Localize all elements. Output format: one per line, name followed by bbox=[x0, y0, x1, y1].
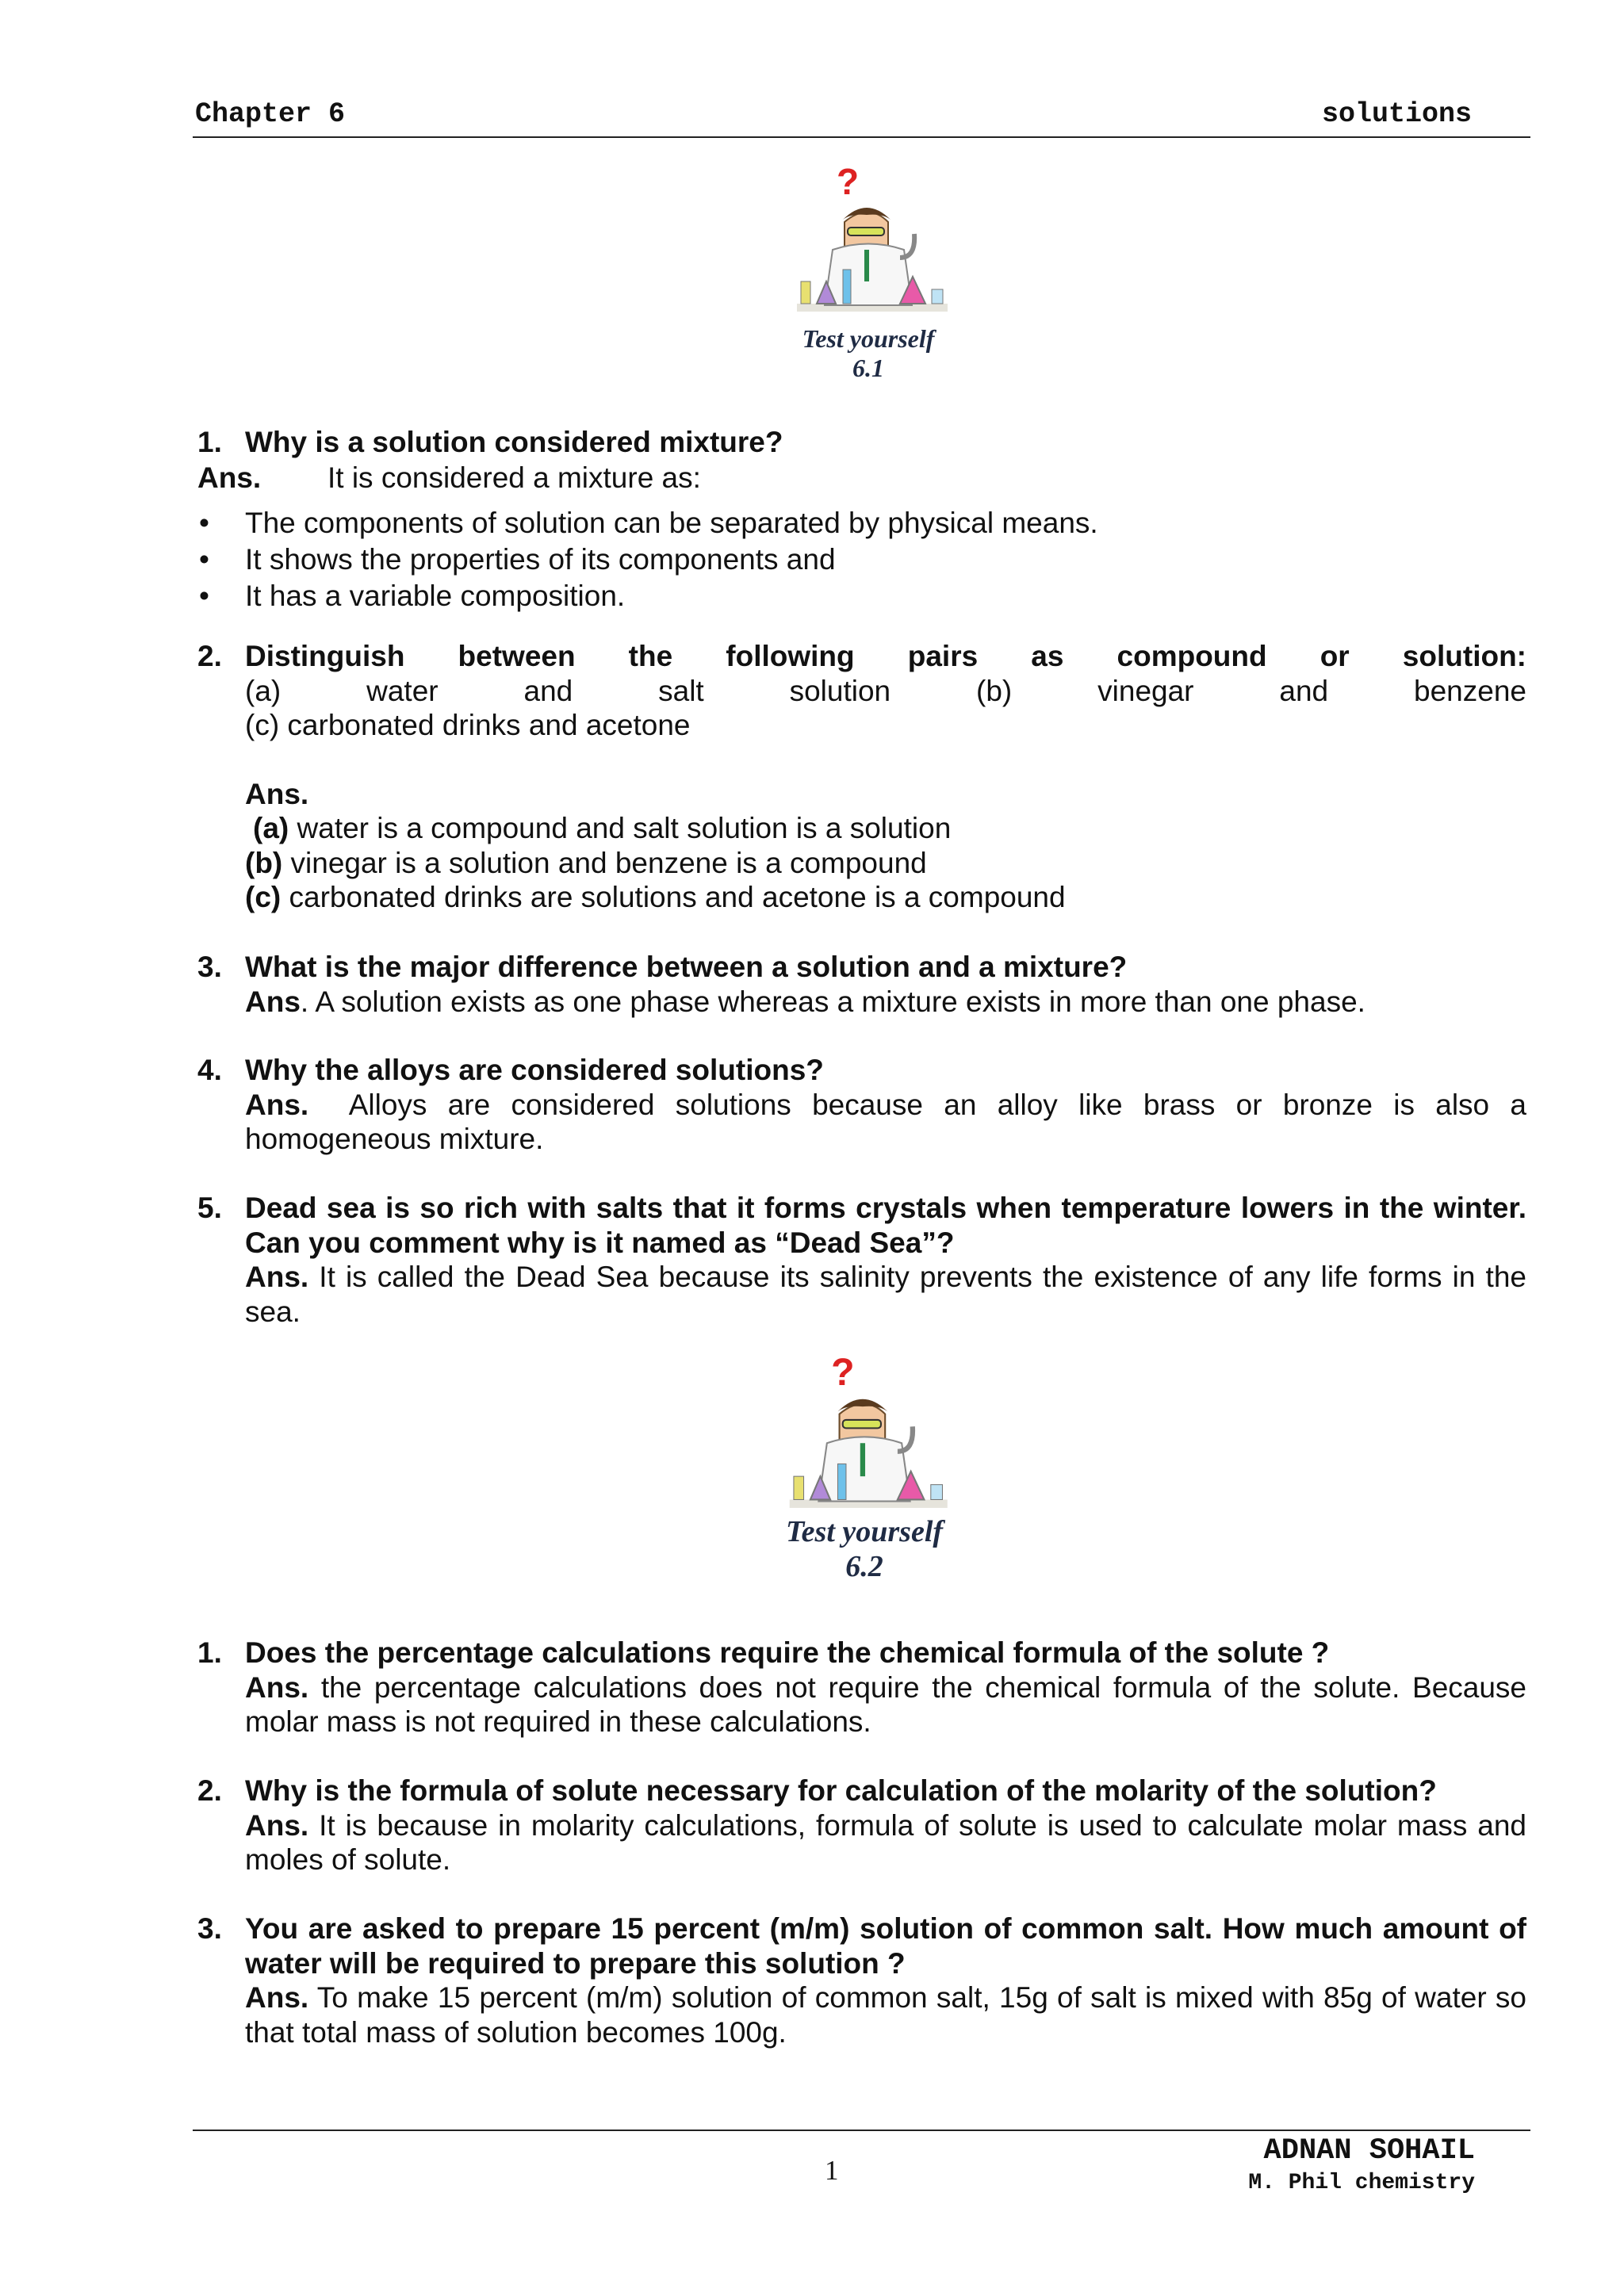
author-name: ADNAN SOHAIL bbox=[1263, 2134, 1475, 2168]
page-number: 1 bbox=[825, 2155, 839, 2186]
answer-text: It is considered a mixture as: bbox=[327, 461, 701, 494]
footer-divider bbox=[193, 2130, 1530, 2131]
answer-text: Alloys are considered solutions because an alloy like brass or bronze is also a homogeneous mixture. bbox=[245, 1088, 1526, 1155]
question-number: 4. bbox=[197, 1054, 222, 1086]
test-yourself-figure-1 bbox=[765, 163, 971, 383]
answer-label: Ans. bbox=[245, 1088, 309, 1121]
answer-item-text: vinegar is a solution and benzene is a compound bbox=[290, 846, 927, 879]
question-text: Why the alloys are considered solutions? bbox=[245, 1054, 824, 1086]
question-text: Dead sea is so rich with salts that it forms crystals when temperature lowers in the winter. Can you comment why is it named as “Dead Sea”? bbox=[245, 1192, 1526, 1259]
figure-2-number: 6.2 bbox=[845, 1549, 883, 1583]
answer-item-label: (c) bbox=[245, 881, 282, 913]
answer-item-label: (a) bbox=[253, 812, 289, 844]
pair-list-line-1: (a) water and salt solution (b) vinegar and benzene bbox=[245, 674, 1526, 707]
question-text: Distinguish between the following pairs as compound or solution: bbox=[245, 640, 1526, 672]
question-1-3 bbox=[197, 950, 1526, 1019]
author-block bbox=[1248, 2134, 1475, 2195]
list-item: • It shows the properties of its components and bbox=[245, 541, 1434, 578]
page-header bbox=[193, 94, 1530, 138]
answer-bullet-list bbox=[245, 505, 1434, 614]
question-2-3 bbox=[197, 1911, 1526, 2049]
figure-1-number: 6.1 bbox=[852, 353, 884, 382]
answer-item-label: (b) bbox=[245, 846, 283, 879]
answer-label: Ans. bbox=[245, 1808, 309, 1842]
answer-label: Ans. bbox=[245, 777, 309, 810]
question-number: 1. bbox=[197, 1636, 222, 1669]
question-text: Why is a solution considered mixture? bbox=[245, 426, 783, 458]
question-text: Does the percentage calculations require the chemical formula of the solute ? bbox=[245, 1636, 1330, 1669]
question-1-2 bbox=[197, 639, 1526, 915]
author-degree: M. Phil chemistry bbox=[1248, 2171, 1475, 2195]
question-number: 3. bbox=[197, 951, 222, 983]
question-text: You are asked to prepare 15 percent (m/m) solution of common salt. How much amount of water will be required to prepare this solution ? bbox=[245, 1912, 1526, 1980]
answer-item-text: carbonated drinks are solutions and acetone is a compound bbox=[289, 881, 1066, 913]
svg-text:?: ? bbox=[831, 1352, 855, 1394]
answer-label: Ans. bbox=[245, 1261, 309, 1293]
test-yourself-figure-2 bbox=[745, 1352, 983, 1584]
scientist-illustration-icon bbox=[749, 1352, 979, 1526]
figure-1-title: Test yourself bbox=[802, 324, 935, 353]
topic-label: solutions bbox=[1321, 98, 1472, 130]
answer-label: Ans bbox=[245, 985, 301, 1018]
question-number: 3. bbox=[197, 1912, 222, 1945]
question-number: 5. bbox=[197, 1192, 222, 1224]
answer-text: To make 15 percent (m/m) solution of common salt, 15g of salt is mixed with 85g of water so that total mass of solution becomes 100g. bbox=[245, 1981, 1526, 2049]
answer-item-text: water is a compound and salt solution is a solution bbox=[297, 812, 952, 844]
question-number: 2. bbox=[197, 640, 222, 672]
question-1-1 bbox=[197, 425, 1526, 460]
list-item: • It has a variable composition. bbox=[245, 578, 1434, 614]
answer-text: It is called the Dead Sea because its salinity prevents the existence of any life forms in the sea. bbox=[245, 1261, 1526, 1328]
question-2-1 bbox=[197, 1636, 1526, 1739]
question-number: 1. bbox=[197, 426, 222, 458]
chapter-label: Chapter 6 bbox=[195, 98, 346, 130]
question-1-5 bbox=[197, 1191, 1526, 1329]
pair-list-line-2: (c) carbonated drinks and acetone bbox=[245, 709, 691, 741]
question-text: What is the major difference between a solution and a mixture? bbox=[245, 951, 1128, 983]
scientist-illustration-icon bbox=[773, 163, 963, 329]
question-1-4 bbox=[197, 1053, 1526, 1157]
question-text: Why is the formula of solute necessary for calculation of the molarity of the solution? bbox=[245, 1774, 1437, 1807]
answer-label: Ans. bbox=[197, 461, 262, 494]
question-2-2 bbox=[197, 1774, 1527, 1877]
answer-label: Ans. bbox=[245, 1670, 309, 1704]
answer-text: the percentage calculations does not require the chemical formula of the solute. Because molar mass is not required in these calculations. bbox=[245, 1670, 1526, 1738]
question-number: 2. bbox=[197, 1774, 222, 1807]
answer-text: It is because in molarity calculations, formula of solute is used to calculate molar mass and moles of solute. bbox=[245, 1808, 1527, 1876]
answer-label: Ans. bbox=[245, 1981, 309, 2014]
figure-2-title: Test yourself bbox=[785, 1515, 944, 1548]
list-item: • The components of solution can be separated by physical means. bbox=[245, 505, 1434, 541]
answer-text: . A solution exists as one phase whereas a mixture exists in more than one phase. bbox=[300, 985, 1365, 1018]
svg-text:?: ? bbox=[837, 163, 860, 202]
